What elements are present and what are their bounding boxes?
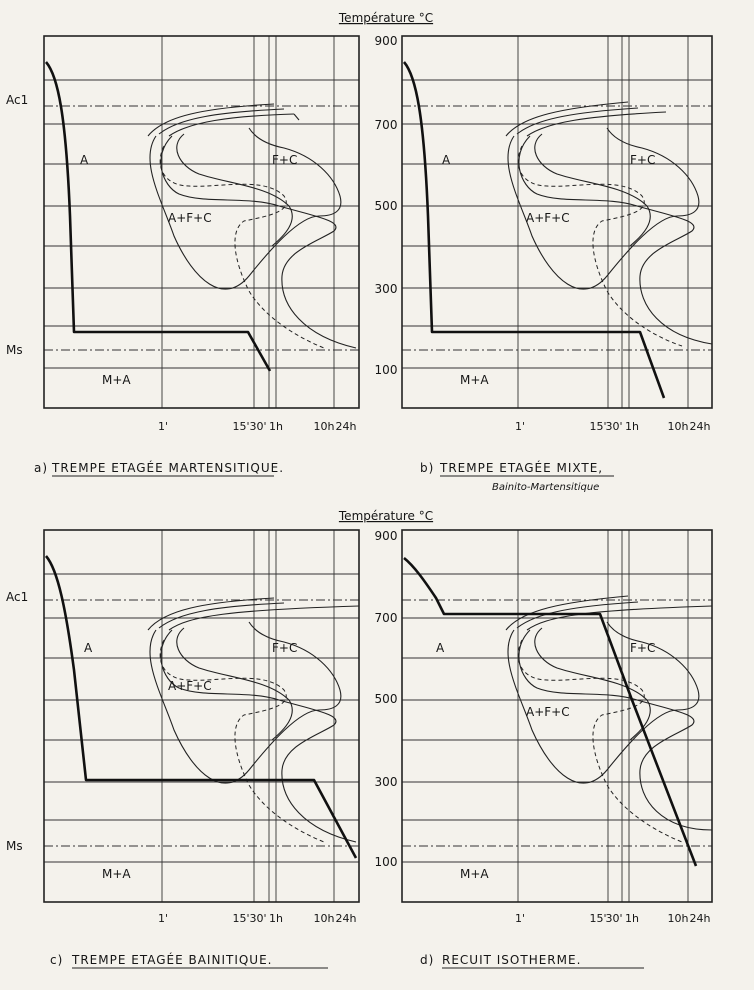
region-mixed: A+F+C xyxy=(526,705,570,719)
svg-text:10h: 10h xyxy=(313,420,335,433)
caption-d-letter: d) xyxy=(420,953,435,967)
tick-900: 900 xyxy=(374,34,398,48)
caption-b-letter: b) xyxy=(420,461,435,475)
caption-c-text: TREMPE ETAGÉE BAINITIQUE. xyxy=(72,953,273,967)
svg-text:30': 30' xyxy=(249,912,267,925)
svg-text:24h: 24h xyxy=(689,912,711,925)
panel-d-time-ticks xyxy=(515,912,711,925)
cooling-path xyxy=(404,62,664,398)
panel-d xyxy=(402,530,712,902)
panel-b xyxy=(402,36,712,408)
tick-500: 500 xyxy=(374,199,398,213)
region-austenite: A xyxy=(442,153,451,167)
tick-100: 100 xyxy=(374,855,398,869)
ms-label: Ms xyxy=(6,839,23,853)
region-martensite: M+A xyxy=(102,373,131,387)
axis-title-bottom: Température °C xyxy=(338,509,434,523)
panel-c-time-ticks xyxy=(158,912,357,925)
caption-d xyxy=(420,953,644,968)
transformation-curves xyxy=(506,596,712,842)
region-ferrite-carbide: F+C xyxy=(272,153,298,167)
tick-300: 300 xyxy=(374,775,398,789)
tick-500: 500 xyxy=(374,692,398,706)
caption-b-subtitle: Bainito-Martensitique xyxy=(492,482,600,493)
caption-a-text: TREMPE ETAGÉE MARTENSITIQUE. xyxy=(52,461,285,475)
region-austenite: A xyxy=(80,153,89,167)
region-austenite: A xyxy=(84,641,93,655)
svg-text:1h: 1h xyxy=(625,912,639,925)
region-mixed: A+F+C xyxy=(526,211,570,225)
svg-text:1': 1' xyxy=(157,912,169,925)
panel-grid xyxy=(44,530,359,902)
caption-d-text: RECUIT ISOTHERME. xyxy=(442,953,582,967)
svg-text:15': 15' xyxy=(589,420,607,433)
svg-text:10h: 10h xyxy=(667,420,689,433)
svg-text:10h: 10h xyxy=(313,912,335,925)
region-ferrite-carbide: F+C xyxy=(630,641,656,655)
ms-label: Ms xyxy=(6,343,23,357)
svg-text:30': 30' xyxy=(605,912,623,925)
panel-a-time-ticks xyxy=(158,420,357,433)
ac1-label: Ac1 xyxy=(6,590,29,604)
svg-text:15': 15' xyxy=(232,420,250,433)
caption-b-text: TREMPE ETAGÉE MIXTE, xyxy=(440,461,604,475)
caption-c xyxy=(50,952,328,968)
svg-text:24h: 24h xyxy=(689,420,711,433)
transformation-curves xyxy=(148,104,356,348)
svg-text:1': 1' xyxy=(514,912,526,925)
svg-text:30': 30' xyxy=(249,420,267,433)
region-ferrite-carbide: F+C xyxy=(272,641,298,655)
tick-700: 700 xyxy=(374,118,398,132)
svg-text:1': 1' xyxy=(514,420,526,433)
svg-text:15': 15' xyxy=(589,912,607,925)
svg-text:15': 15' xyxy=(232,912,250,925)
region-martensite: M+A xyxy=(460,373,489,387)
tick-100: 100 xyxy=(374,363,398,377)
svg-text:1h: 1h xyxy=(269,912,283,925)
panel-a xyxy=(44,36,359,408)
axis-title-top: Température °C xyxy=(338,11,434,25)
caption-a-letter: a) xyxy=(34,461,49,475)
temperature-ticks-bottom xyxy=(375,529,398,869)
svg-text:1h: 1h xyxy=(625,420,639,433)
region-martensite: M+A xyxy=(460,867,489,881)
tick-700: 700 xyxy=(374,611,398,625)
tick-300: 300 xyxy=(374,282,398,296)
region-mixed: A+F+C xyxy=(168,211,212,225)
caption-a xyxy=(34,460,284,476)
panel-b-time-ticks xyxy=(515,420,711,433)
caption-b xyxy=(420,460,614,493)
caption-c-letter: c) xyxy=(50,953,64,967)
svg-text:24h: 24h xyxy=(335,420,357,433)
region-martensite: M+A xyxy=(102,867,131,881)
tick-900: 900 xyxy=(374,529,398,543)
svg-text:30': 30' xyxy=(605,420,623,433)
cooling-path xyxy=(46,62,270,371)
svg-text:10h: 10h xyxy=(667,912,689,925)
ac1-label: Ac1 xyxy=(6,93,29,107)
panel-c xyxy=(44,530,359,902)
region-mixed: A+F+C xyxy=(168,679,212,693)
svg-text:24h: 24h xyxy=(335,912,357,925)
cooling-path xyxy=(46,556,356,858)
svg-text:1h: 1h xyxy=(269,420,283,433)
temperature-ticks-top xyxy=(375,34,398,377)
region-ferrite-carbide: F+C xyxy=(630,153,656,167)
svg-text:1': 1' xyxy=(157,420,169,433)
region-austenite: A xyxy=(436,641,445,655)
